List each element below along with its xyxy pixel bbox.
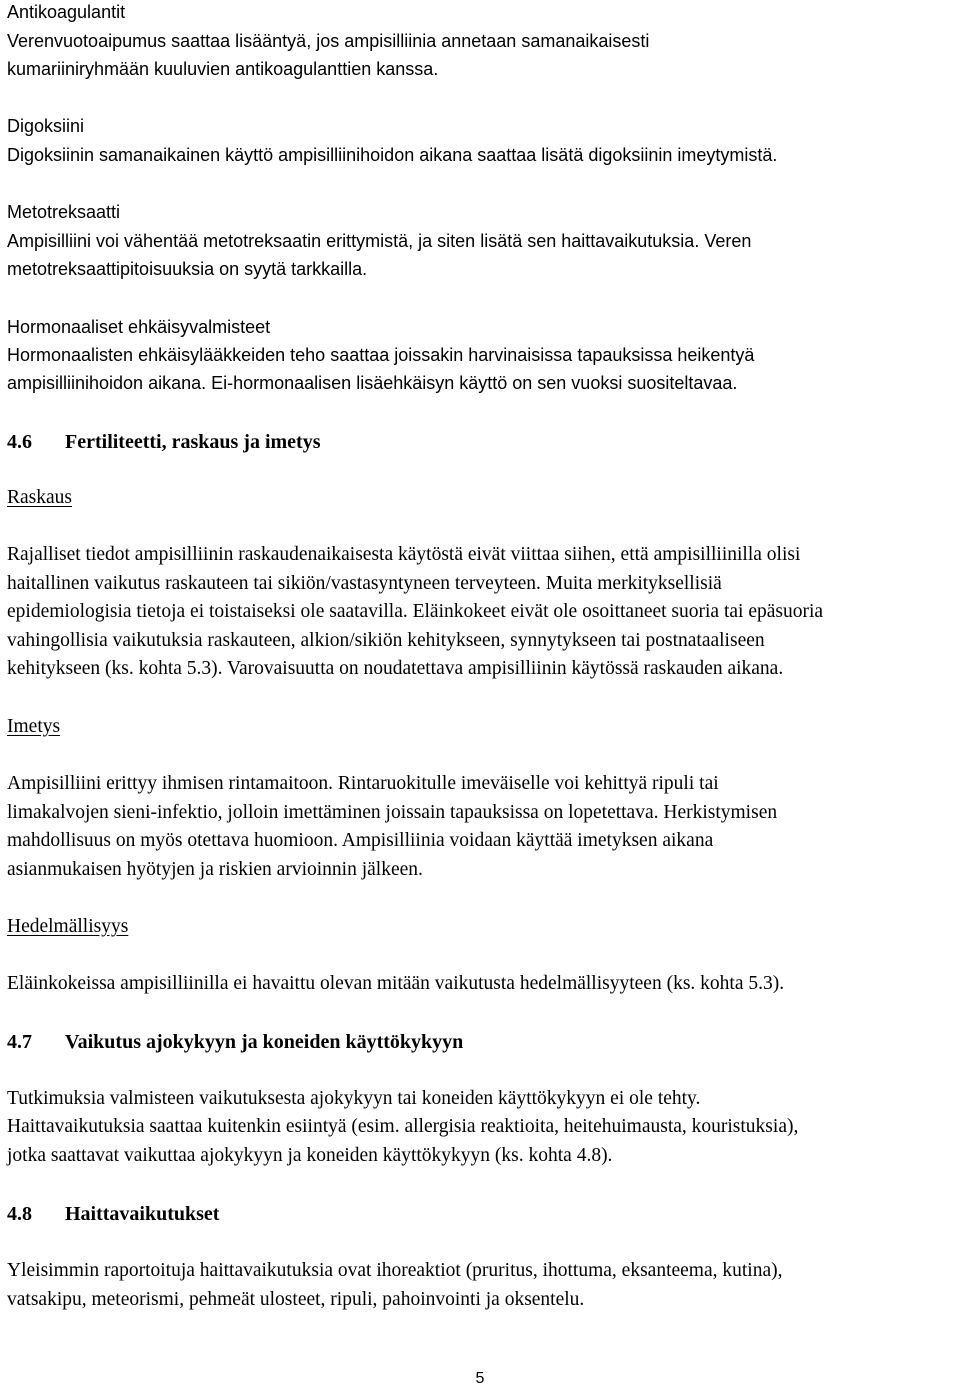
metotreksaatti-title: Metotreksaatti: [7, 202, 121, 222]
hormonaaliset-line-1: Hormonaalisten ehkäisylääkkeiden teho saattaa joissakin harvinaisissa tapauksissa heikentyä: [7, 345, 755, 365]
section-4-7-title: Vaikutus ajokykyyn ja koneiden käyttökykyyn: [65, 1031, 464, 1053]
digoksiini-title: Digoksiini: [7, 116, 85, 136]
hormonaaliset-title: Hormonaaliset ehkäisyvalmisteet: [7, 317, 271, 337]
section-4-6-heading: [7, 430, 320, 454]
antikoagulantit-line-1: Verenvuotoaipumus saattaa lisääntyä, jos ampisilliinia annetaan samanaikaisesti: [7, 31, 650, 51]
imetys-line-1: Ampisilliini erittyy ihmisen rintamaitoon. Rintaruokitulle imeväiselle voi kehittyä ripuli tai: [7, 773, 719, 794]
raskaus-line-5: kehitykseen (ks. kohta 5.3). Varovaisuutta on noudatettava ampisilliinin käytössä raskauden aikana.: [7, 658, 784, 679]
raskaus-line-4: vahingollisia vaikutuksia raskauteen, alkion/sikiön kehitykseen, synnytykseen tai postnataaliseen: [7, 630, 765, 651]
section-4-6-title: Fertiliteetti, raskaus ja imetys: [65, 431, 321, 453]
section-4-8-line-2: vatsakipu, meteorismi, pehmeät ulosteet, ripuli, pahoinvointi ja oksentelu.: [7, 1289, 585, 1310]
section-4-8-line-1: Yleisimmin raportoituja haittavaikutuksia ovat ihoreaktiot (pruritus, ihottuma, eksanteema, kutina),: [7, 1260, 783, 1281]
raskaus-title: Raskaus: [7, 487, 72, 508]
imetys-line-3: mahdollisuus on myös otettava huomioon. Ampisilliinia voidaan käyttää imetyksen aikana: [7, 830, 714, 851]
metotreksaatti-line-1: Ampisilliini voi vähentää metotreksaatin erittymistä, ja siten lisätä sen haittavaikutuksia. Veren: [7, 231, 752, 251]
section-4-7-heading: [7, 1030, 463, 1054]
section-4-7-number: 4.7: [7, 1031, 32, 1053]
raskaus-line-1: Rajalliset tiedot ampisilliinin raskaudenaikaisesta käytöstä eivät viittaa siihen, että ampisilliinilla olisi: [7, 544, 801, 565]
page-number: 5: [475, 1370, 485, 1387]
digoksiini-line-1: Digoksiinin samanaikainen käyttö ampisilliinihoidon aikana saattaa lisätä digoksiinin imeytymistä.: [7, 145, 778, 165]
section-4-8-number: 4.8: [7, 1203, 32, 1225]
section-4-7-line-1: Tutkimuksia valmisteen vaikutuksesta ajokykyyn tai koneiden käyttökykyyn ei ole tehty.: [7, 1088, 701, 1109]
antikoagulantit-title: Antikoagulantit: [7, 2, 126, 22]
imetys-line-4: asianmukaisen hyötyjen ja riskien arvioinnin jälkeen.: [7, 859, 423, 880]
hedelmallisyys-title: Hedelmällisyys: [7, 916, 129, 937]
section-4-7-line-2: Haittavaikutuksia saattaa kuitenkin esiintyä (esim. allergisia reaktioita, heitehuimausta, kouristuksia),: [7, 1116, 799, 1137]
imetys-title: Imetys: [7, 716, 61, 737]
hormonaaliset-line-2: ampisilliinihoidon aikana. Ei-hormonaalisen lisäehkäisyn käyttö on sen vuoksi suositeltavaa.: [7, 373, 738, 393]
section-4-8-heading: [7, 1202, 219, 1226]
section-4-6-number: 4.6: [7, 431, 32, 453]
metotreksaatti-line-2: metotreksaattipitoisuuksia on syytä tarkkailla.: [7, 259, 368, 279]
raskaus-line-3: epidemiologisia tietoja ei toistaiseksi ole saatavilla. Eläinkokeet eivät ole osoittaneet suoria tai epäsuoria: [7, 601, 824, 622]
section-4-8-title: Haittavaikutukset: [65, 1203, 220, 1225]
section-4-7-line-3: jotka saattavat vaikuttaa ajokykyyn ja koneiden käyttökykyyn (ks. kohta 4.8).: [7, 1145, 613, 1166]
hedelmallisyys-line-1: Eläinkokeissa ampisilliinilla ei havaittu olevan mitään vaikutusta hedelmällisyyteen (ks. kohta 5.3).: [7, 973, 785, 994]
imetys-line-2: limakalvojen sieni-infektio, jolloin imettäminen joissain tapauksissa on lopetettava. Herkistymisen: [7, 802, 778, 823]
raskaus-line-2: haitallinen vaikutus raskauteen tai sikiön/vastasyntyneen terveyteen. Muita merkityksellisiä: [7, 573, 722, 594]
antikoagulantit-line-2: kumariiniryhmään kuuluvien antikoagulanttien kanssa.: [7, 59, 439, 79]
